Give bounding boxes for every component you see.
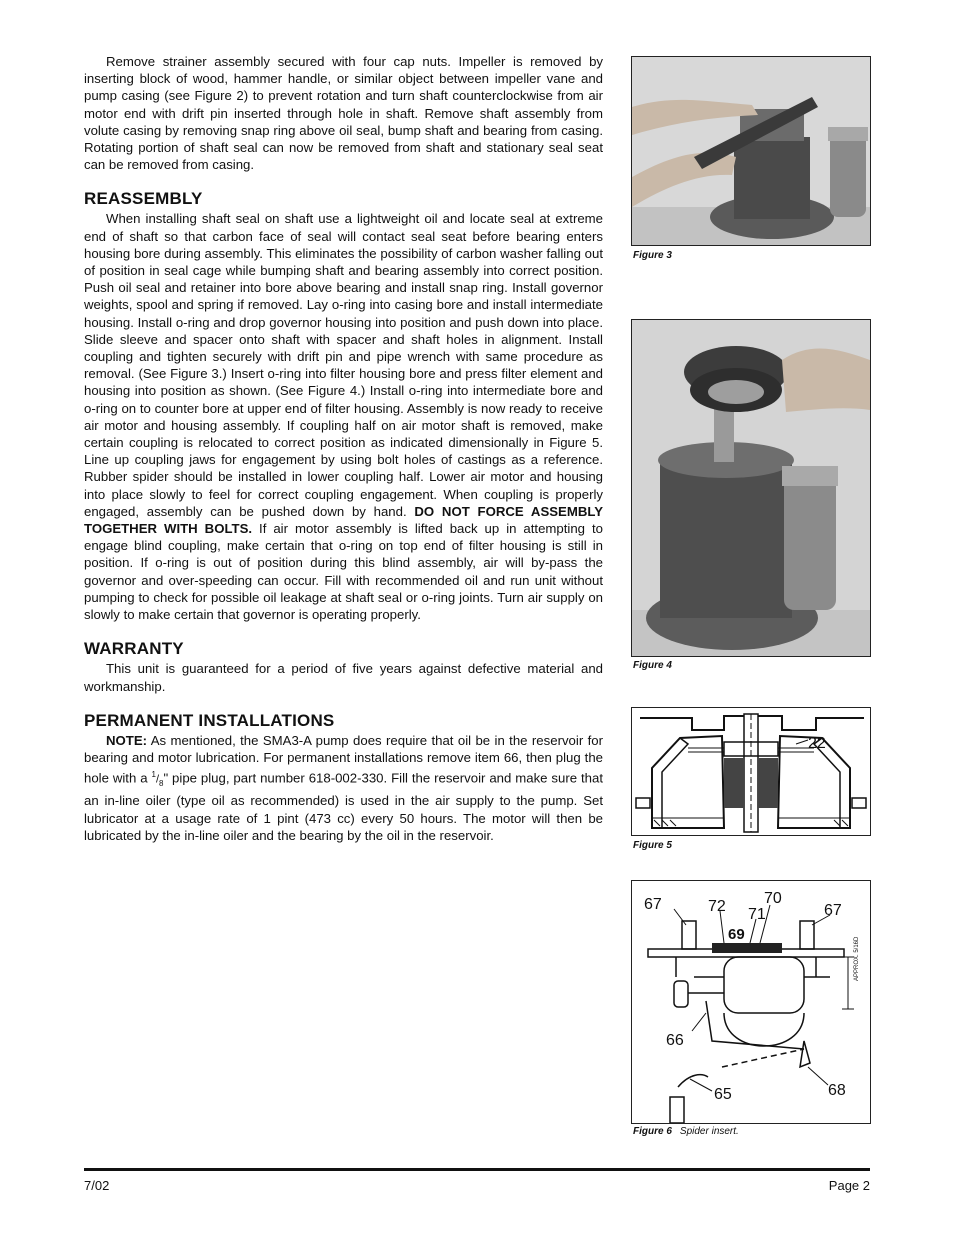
note-label: NOTE: (106, 732, 148, 748)
reassembly-heading: REASSEMBLY (84, 189, 203, 209)
permanent-installations-heading: PERMANENT INSTALLATIONS (84, 710, 335, 730)
figure-3-photo (631, 56, 871, 246)
figure-6-callout: 68 (828, 1082, 846, 1099)
reassembly-text-b: If air motor assembly is lifted back up in attempting to engage blind coupling, make certain that o-ring on top end of filter housing is still in position. If o-ring is out of position during this blind assembly, air will by-pass the governor and over-speeding can occur. Fill with recommended oil and run unit without pumping to check for possible oil leakage at shaft seal or o-ring joints. Turn air supply on slowly to make certain that governor is operating properly. (84, 521, 603, 623)
footer-date: 7/02 (84, 1178, 110, 1193)
footer-rule (84, 1168, 870, 1171)
figure-6-caption-label: Figure 6 (633, 1126, 672, 1137)
permanent-installations-paragraph: NOTE: As mentioned, the SMA3-A pump does require that oil be in the reservoir for bearing and motor lubrication. For permanent installations remove item 66, then plug the hole with a $^1/_8$" pipe plug, part number 618-002-330. Fill the reservoir and make sure that an in-line oiler (type oil as recommended) is used in the air supply to the pump. Set lubricator at a usage rate of 1 pint (473 cc) every 50 hours. The motor will then be lubricated by the in-line oiler and the bearing by the oil in the reservoir. (84, 732, 603, 843)
footer-page-number: Page 2 (828, 1178, 870, 1193)
figure-6-caption-desc: Spider insert. (679, 1126, 739, 1137)
fraction-denominator: 8 (159, 779, 164, 789)
figure-3-caption: Figure 3 (633, 250, 672, 261)
figure-6-callout: 71 (748, 906, 766, 923)
figure-6-drawing (631, 880, 871, 1124)
main-text-column (84, 53, 603, 844)
fraction-numerator: 1 (151, 770, 156, 780)
figure-5-caption: Figure 5 (633, 840, 672, 851)
reassembly-paragraph (84, 210, 603, 623)
figure-6-caption (633, 1126, 739, 1137)
permanent-text-a: As mentioned, the SMA3-A pump does require that oil be in the reservoir for bearing and motor lubrication. For permanent installations remove item 66, then plug the hole with a (84, 732, 603, 786)
figure-6-dimension: APPROX. 5/16D (854, 936, 860, 981)
figure-4-photo (631, 319, 871, 657)
figure-6-callout: 65 (714, 1086, 732, 1103)
warranty-heading: WARRANTY (84, 639, 184, 659)
reassembly-warning: DO NOT FORCE ASSEMBLY TOGETHER WITH BOLTS. (84, 503, 603, 537)
reassembly-text-a: When installing shaft seal on shaft use a lightweight oil and locate seal at extreme end of shaft so that carbon face of seal will contact seal seat before bearing enters housing bore during assembly. This eliminates the possibility of carbon washer falling out of position in seal cage while bumping shaft and bearing assembly into correct position. Push oil seal and retainer into bore above bearing and install snap ring. Install governor weights, spool and spring if removed. Lay o-ring into casing bore and install intermediate housing. Install o-ring and drop governor housing into position and push down into place. Slide sleeve and spacer onto shaft with spacer and shaft holes in alignment. Install coupling and tighten securely with drift pin and pipe wrench with same procedure as removal. (See Figure 3.) Insert o-ring into filter housing bore and press filter element and housing into position as shown. (See Figure 4.) Install o-ring into intermediate bore and o-ring on to counter bore at upper end of filter housing. Assembly is now ready to receive air motor and housing assembly. If coupling half on air motor shaft is removed, make certain coupling is relocated to correct position as indicated dimensionally in Figure 5. Line up coupling jaws for engagement by using bolt holes of castings as a reference. Rubber spider should be installed in lower coupling half. Lower air motor and housing into place slowly to feel for correct coupling engagement. When coupling is properly engaged, assembly can be pushed down by hand. (84, 211, 603, 519)
figure-4-caption: Figure 4 (633, 660, 672, 671)
figure-5-drawing (631, 707, 871, 836)
figure-6-callout: 66 (666, 1032, 684, 1049)
figure-6-callout: 72 (708, 898, 726, 915)
figure-6-callout: 70 (764, 890, 782, 907)
intro-paragraph: Remove strainer assembly secured with four cap nuts. Impeller is removed by inserting block of wood, hammer handle, or similar object between impeller vane and pump casing (see Figure 2) to prevent rotation and turn shaft counterclockwise from air motor end with drift pin inserted through hole in shaft. Remove shaft assembly from volute casing by removing snap ring above oil seal, bump shaft and bearing from casing. Rotating portion of shaft seal can now be removed from shaft and stationary seal seat can be removed from casing. (84, 54, 603, 173)
figure-6-callout: 67 (824, 902, 842, 919)
warranty-paragraph: This unit is guaranteed for a period of five years against defective material and workmanship. (84, 661, 603, 694)
figure-6-callout: 67 (644, 896, 662, 913)
permanent-text-b: " pipe plug, part number 618-002-330. Fill the reservoir and make sure that an in-line oiler (type oil as recommended) is used in the air supply to the pump. Set lubricator at a usage rate of 1 pint (473 cc) every 50 hours. The motor will then be lubricated by the in-line oiler and the bearing by the oil in the reservoir. (84, 770, 603, 843)
figure-5-callout: 22 (808, 735, 826, 752)
figure-6-callout: 69 (728, 926, 745, 943)
